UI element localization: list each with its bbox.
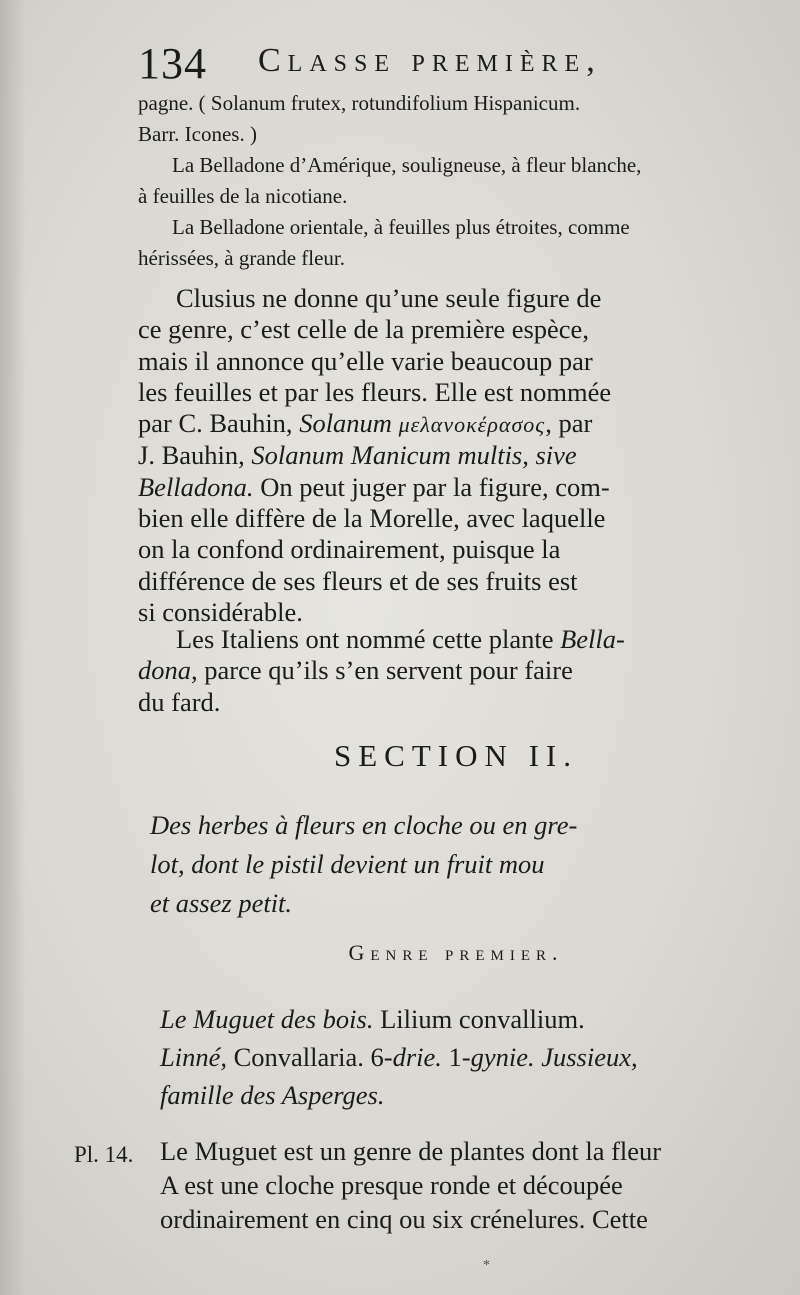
- italiens-line-1: [138, 624, 774, 655]
- top-notes: [138, 88, 774, 274]
- note-2: [138, 150, 774, 212]
- genre-line-2: [160, 1038, 772, 1076]
- page-number: 134: [138, 39, 207, 88]
- clusius-line-5b: Solanum: [299, 408, 392, 439]
- section-sub-line-2: lot, dont le pistil devient un fruit mou: [150, 849, 545, 879]
- muguet-line-1: Le Muguet est un genre de plantes dont la fleur: [160, 1136, 662, 1166]
- muguet-line-2: A est une cloche presque ronde et découpée: [160, 1170, 623, 1200]
- section-heading: SECTION II.: [333, 738, 579, 773]
- clusius-line-8: bien elle diffère de la Morelle, avec laquelle: [138, 503, 606, 534]
- clusius-line-7a: Belladona.: [138, 471, 254, 502]
- clusius-line-7: [138, 472, 774, 503]
- clusius-line-5: [138, 408, 774, 440]
- clusius-line-5c: , par: [545, 408, 593, 439]
- clusius-line-3: mais il annonce qu’elle varie beaucoup par: [138, 345, 593, 376]
- clusius-line-1: Clusius ne donne qu’une seule figure de: [176, 283, 602, 313]
- italiens-text: [138, 624, 774, 718]
- clusius-line-4: les feuilles et par les fleurs. Elle est nommée: [138, 376, 612, 407]
- printer-ornament: *: [483, 1258, 490, 1273]
- clusius-line-6: [138, 440, 774, 471]
- genre-line-2a: Linné,: [160, 1042, 227, 1072]
- section-sub-line-3: et assez petit.: [150, 888, 293, 918]
- page-gutter-shadow: [0, 0, 26, 1295]
- clusius-line-10: différence de ses fleurs et de ses fruits est: [138, 565, 578, 596]
- section-sub-line-1: Des herbes à fleurs en cloche ou en gre-: [150, 810, 578, 840]
- italiens-line-2b: parce qu’ils s’en servent pour faire: [204, 655, 573, 686]
- paragraph-clusius: [138, 283, 774, 628]
- clusius-line-2: ce genre, c’est celle de la première espèce,: [138, 314, 589, 345]
- italiens-line-2a: dona,: [138, 655, 198, 686]
- genre-line-1b: Lilium convallium.: [380, 1004, 585, 1034]
- clusius-line-7b: On peut juger par la figure, com-: [260, 471, 610, 502]
- running-title: Classe première,: [258, 42, 602, 79]
- genre-entry: [160, 1000, 772, 1114]
- clusius-line-11: si considérable.: [138, 596, 303, 627]
- note-1-line-2: Barr. Icones. ): [138, 122, 257, 146]
- genre-line-2d: 1-: [448, 1042, 471, 1072]
- genre-line-1: [160, 1000, 772, 1038]
- genre-heading: Genre premier.: [348, 940, 564, 965]
- genre-line-2e: gynie. Jussieux,: [470, 1042, 638, 1072]
- note-3-line-1: La Belladone orientale, à feuilles plus étroites, comme: [172, 215, 630, 239]
- greek-name: μελανοκέρασος: [398, 412, 546, 438]
- genre-line-2b: Convallaria. 6-: [233, 1042, 393, 1072]
- note-1: [138, 88, 774, 150]
- note-3: [138, 212, 774, 274]
- genre-line-3: famille des Asperges.: [160, 1080, 385, 1110]
- clusius-line-6b: Solanum Manicum multis, sive: [251, 440, 577, 471]
- clusius-text: [138, 283, 774, 628]
- note-2-line-1: La Belladone d’Amérique, souligneuse, à fleur blanche,: [172, 153, 642, 177]
- note-3-line-2: hérissées, à grande fleur.: [138, 246, 345, 270]
- italiens-line-1a: Les Italiens ont nommé cette plante: [176, 624, 554, 654]
- clusius-line-9: on la confond ordinairement, puisque la: [138, 534, 561, 565]
- italiens-line-3: du fard.: [138, 686, 221, 717]
- clusius-line-5a: par C. Bauhin,: [138, 408, 293, 439]
- paragraph-muguet: [160, 1134, 776, 1236]
- italiens-line-1b: Bella-: [560, 624, 625, 654]
- running-header: [138, 36, 778, 92]
- section-subtitle: [150, 806, 770, 923]
- note-1-line-1: pagne. ( Solanum frutex, rotundifolium Hispanicum.: [138, 91, 581, 115]
- plate-reference: Pl. 14.: [74, 1142, 134, 1167]
- italiens-line-2: [138, 655, 774, 686]
- note-2-line-2: à feuilles de la nicotiane.: [138, 184, 348, 208]
- muguet-line-3: ordinairement en cinq ou six crénelures. Cette: [160, 1204, 648, 1234]
- genre-line-1a: Le Muguet des bois.: [160, 1004, 374, 1034]
- clusius-line-6a: J. Bauhin,: [138, 440, 245, 471]
- genre-line-2c: drie.: [392, 1042, 442, 1072]
- paragraph-italiens: [138, 624, 774, 718]
